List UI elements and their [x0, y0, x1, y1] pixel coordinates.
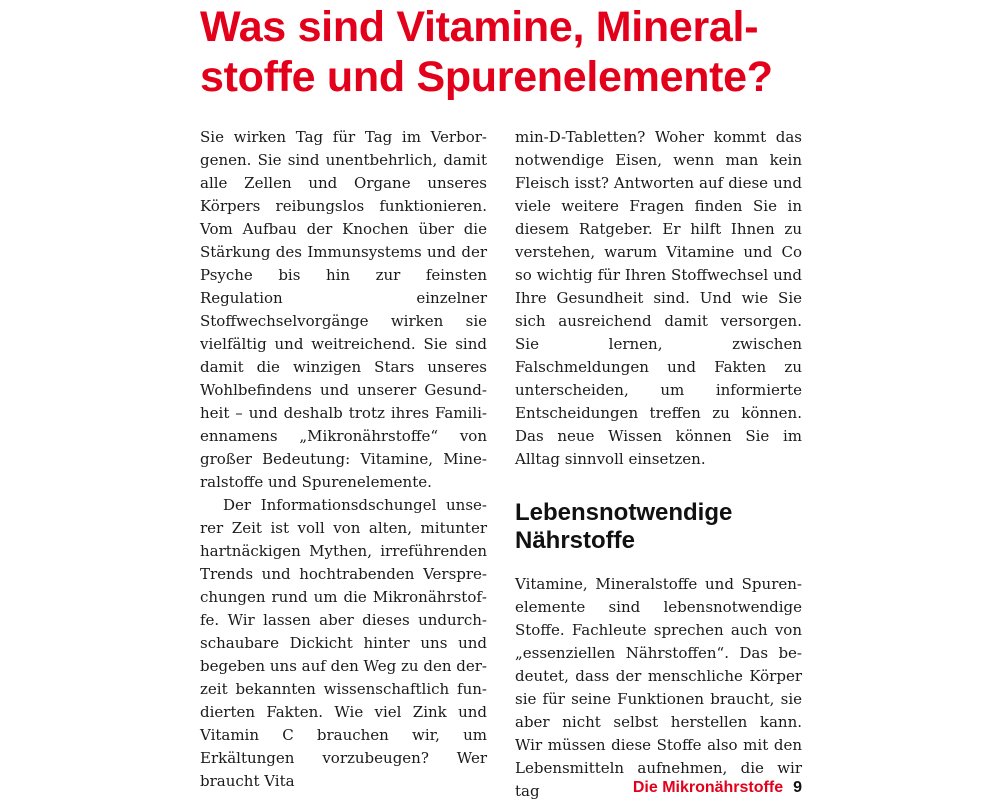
right-column [515, 126, 802, 803]
footer-section-title: Die Mikronährstoffe [632, 779, 784, 796]
body-paragraph: Der Informationsdschungel unserer Zeit ist voll von alten, mitunter hartnäckigen Mythen, irreführenden Trends und hochtrabenden Versprechungen rund um die Mikronährstoffe. Wir lassen aber dieses undurchschaubare Dickicht hinter uns und begeben uns auf den Weg zu den derzeit bekannten wissenschaftlich fundierten Fakten. Wie viel Zink und Vitamin C brauchen wir, um Erkältungen vorzubeugen? Wer braucht Vita [200, 496, 487, 790]
left-column [200, 126, 487, 793]
body-paragraph: Sie wirken Tag für Tag im Verborgenen. Sie sind unentbehrlich, damit alle Zellen und Organe unseres Körpers reibungslos funktionieren. Vom Aufbau der Knochen über die Stärkung des Immunsystems und der Psyche bis hin zur feinsten Regulation einzelner Stoffwechselvorgänge wirken sie vielfältig und weitreichend. Sie sind damit die winzigen Stars unseres Wohlbefindens und unserer Gesundheit – und deshalb trotz ihres Familiennamens „Mikronährstoffe“ von großer Bedeutung: Vitamine, Mineralstoffe und Spurenelemente. [200, 128, 487, 491]
page-footer [633, 778, 802, 798]
section-heading: Lebensnotwendige Nährstoffe [515, 499, 733, 554]
body-paragraph: Vitamine, Mineralstoffe und Spurenelemente sind lebensnotwendige Stoffe. Fachleute sprechen auch von „essenziellen Nährstoffen“. Das bedeutet, dass der menschliche Körper sie für seine Funktionen braucht, sie aber nicht selbst herstellen kann. Wir müssen diese Stoffe also mit den Lebensmitteln aufnehmen, die wir tag [515, 575, 802, 800]
page-title: Was sind Vitamine, Mineralstoffe und Spurenelemente? [200, 3, 773, 101]
page-number: 9 [793, 779, 802, 796]
body-paragraph: min-D-Tabletten? Woher kommt das notwendige Eisen, wenn man kein Fleisch isst? Antworten auf diese und viele weitere Fragen finden Sie in diesem Ratgeber. Er hilft Ihnen zu verstehen, warum Vitamine und Co so wichtig für Ihren Stoffwechsel und Ihre Gesundheit sind. Und wie Sie sich ausreichend damit versorgen. Sie lernen, zwischen Falschmeldungen und Fakten zu unterscheiden, um informierte Entscheidungen treffen zu können. Das neue Wissen können Sie im Alltag sinnvoll einsetzen. [515, 128, 802, 468]
